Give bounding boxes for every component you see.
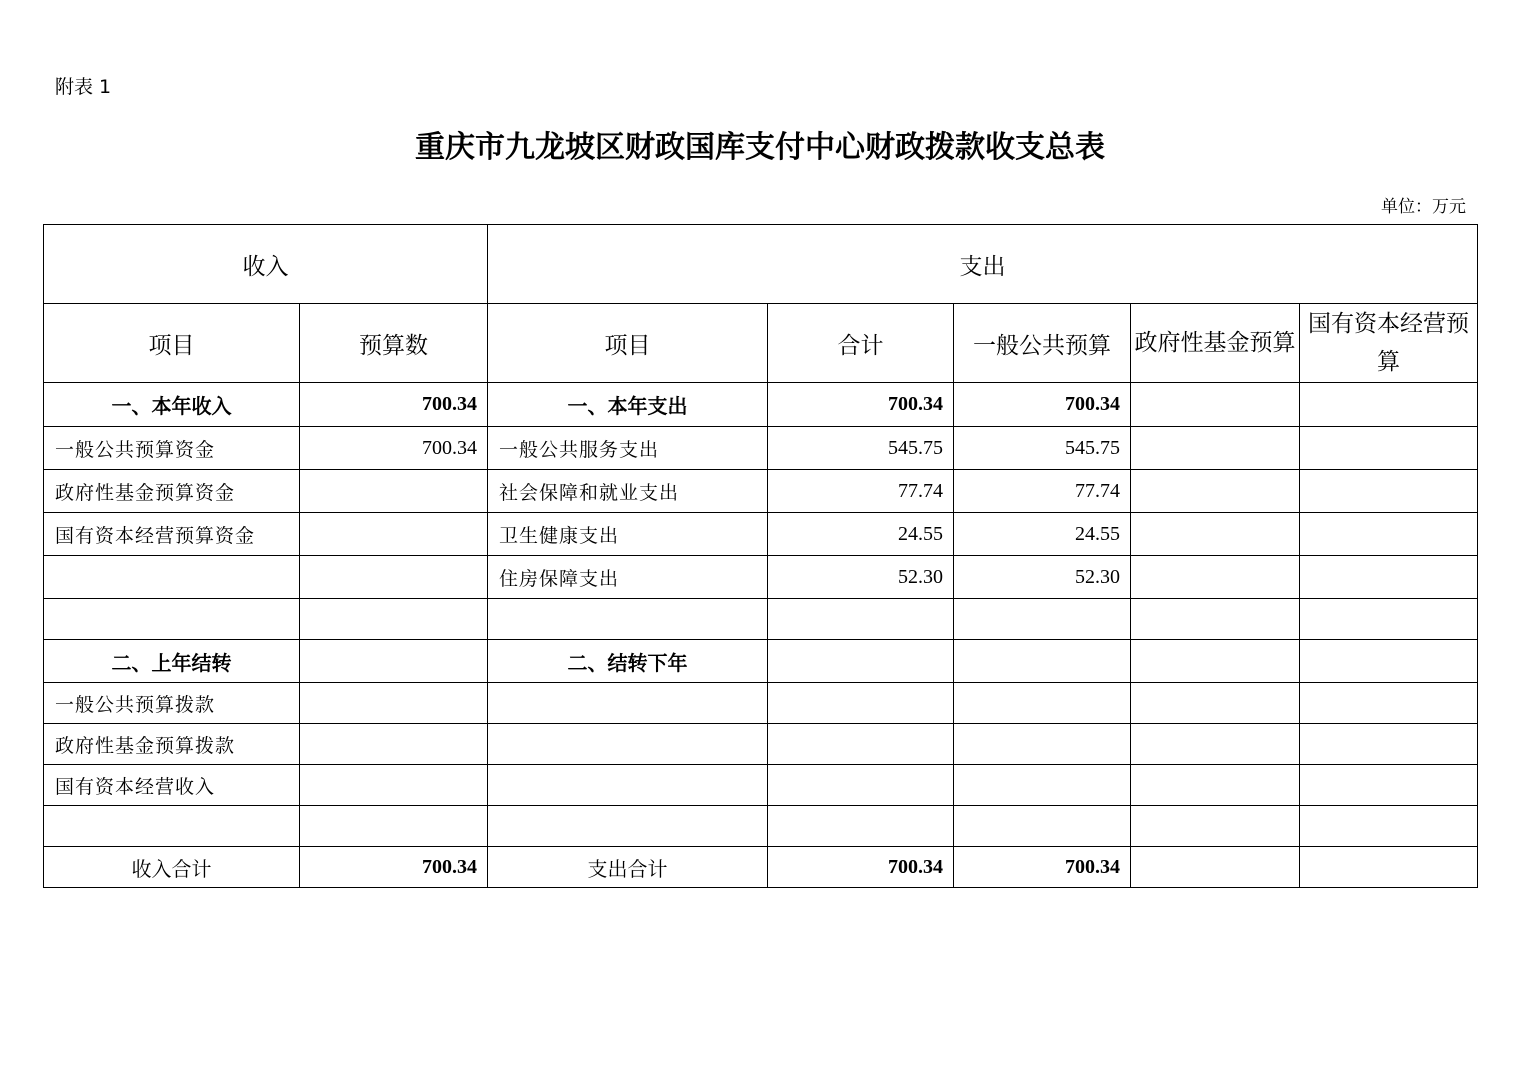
income-value-cell [300, 683, 488, 724]
state-capital-cell [1300, 724, 1478, 765]
state-capital-cell [1300, 765, 1478, 806]
gov-fund-cell [1131, 556, 1300, 599]
income-budget-header: 预算数 [300, 304, 488, 383]
expense-total-value: 700.34 [768, 847, 954, 888]
table-row [44, 806, 1478, 847]
state-capital-cell [1300, 640, 1478, 683]
gov-fund-cell [1131, 427, 1300, 470]
document-title: 重庆市九龙坡区财政国库支付中心财政拨款收支总表 [415, 130, 1105, 165]
income-header: 收入 [44, 225, 488, 304]
header-row-1 [44, 225, 1478, 304]
gov-fund-cell [1131, 513, 1300, 556]
general-cell [954, 683, 1131, 724]
budget-table [43, 224, 1478, 888]
total-cell [768, 683, 954, 724]
income-total-label: 收入合计 [44, 847, 300, 888]
general-cell: 24.55 [954, 513, 1131, 556]
gov-fund-cell [1131, 806, 1300, 847]
total-cell [768, 724, 954, 765]
gov-fund-cell [1131, 599, 1300, 640]
header-row-2 [44, 304, 1478, 383]
table-row [44, 470, 1478, 513]
general-cell [954, 765, 1131, 806]
table-row [44, 427, 1478, 470]
total-cell [768, 806, 954, 847]
total-cell [768, 599, 954, 640]
income-item-cell: 政府性基金预算资金 [44, 470, 300, 513]
income-value-cell: 700.34 [300, 383, 488, 427]
state-capital-cell [1300, 513, 1478, 556]
income-item-cell: 一、本年收入 [44, 383, 300, 427]
income-value-cell [300, 765, 488, 806]
general-cell [954, 640, 1131, 683]
state-capital-cell [1300, 683, 1478, 724]
expense-item-cell [488, 806, 768, 847]
expense-item-cell: 卫生健康支出 [488, 513, 768, 556]
income-item-cell: 国有资本经营收入 [44, 765, 300, 806]
state-capital-cell [1300, 427, 1478, 470]
income-value-cell [300, 599, 488, 640]
state-capital-cell [1300, 556, 1478, 599]
expense-item-cell: 一、本年支出 [488, 383, 768, 427]
expense-item-cell [488, 683, 768, 724]
income-value-cell: 700.34 [300, 427, 488, 470]
table-row [44, 513, 1478, 556]
general-cell: 700.34 [954, 383, 1131, 427]
expense-item-cell [488, 599, 768, 640]
general-cell: 545.75 [954, 427, 1131, 470]
expense-item-cell: 一般公共服务支出 [488, 427, 768, 470]
total-cell: 700.34 [768, 383, 954, 427]
state-capital-cell [1300, 470, 1478, 513]
gov-fund-cell [1131, 383, 1300, 427]
total-cell: 545.75 [768, 427, 954, 470]
income-value-cell [300, 556, 488, 599]
income-item-cell: 二、上年结转 [44, 640, 300, 683]
state-capital-cell [1300, 599, 1478, 640]
gov-fund-budget-header: 政府性基金预算 [1131, 304, 1300, 383]
income-item-cell [44, 599, 300, 640]
total-cell [768, 765, 954, 806]
state-capital-cell [1300, 806, 1478, 847]
gov-fund-cell [1131, 640, 1300, 683]
gov-fund-cell [1131, 724, 1300, 765]
state-capital-budget-header: 国有资本经营预算 [1300, 304, 1478, 383]
income-item-cell: 一般公共预算资金 [44, 427, 300, 470]
expense-item-cell [488, 724, 768, 765]
totals-row [44, 847, 1478, 888]
table-row [44, 383, 1478, 427]
table-row [44, 599, 1478, 640]
table-row [44, 724, 1478, 765]
total-cell: 77.74 [768, 470, 954, 513]
income-total-value: 700.34 [300, 847, 488, 888]
state-capital-cell [1300, 383, 1478, 427]
gov-fund-cell [1131, 470, 1300, 513]
table-row [44, 640, 1478, 683]
total-cell: 24.55 [768, 513, 954, 556]
general-cell: 52.30 [954, 556, 1131, 599]
attachment-label: 附表 1 [55, 76, 112, 98]
income-value-cell [300, 513, 488, 556]
gov-fund-total-value [1131, 847, 1300, 888]
total-cell: 52.30 [768, 556, 954, 599]
general-cell: 77.74 [954, 470, 1131, 513]
general-cell [954, 724, 1131, 765]
income-value-cell [300, 640, 488, 683]
table-row [44, 765, 1478, 806]
table-row [44, 556, 1478, 599]
table-row [44, 683, 1478, 724]
general-budget-header: 一般公共预算 [954, 304, 1131, 383]
income-item-cell [44, 806, 300, 847]
gov-fund-cell [1131, 683, 1300, 724]
expense-total-header: 合计 [768, 304, 954, 383]
income-item-cell: 政府性基金预算拨款 [44, 724, 300, 765]
general-cell [954, 599, 1131, 640]
income-item-cell: 国有资本经营预算资金 [44, 513, 300, 556]
expense-item-cell: 住房保障支出 [488, 556, 768, 599]
expense-header: 支出 [488, 225, 1478, 304]
general-cell [954, 806, 1131, 847]
unit-label: 单位：万元 [1381, 197, 1466, 217]
income-item-header: 项目 [44, 304, 300, 383]
expense-item-cell: 社会保障和就业支出 [488, 470, 768, 513]
income-value-cell [300, 806, 488, 847]
income-value-cell [300, 724, 488, 765]
general-total-value: 700.34 [954, 847, 1131, 888]
expense-item-cell [488, 765, 768, 806]
gov-fund-cell [1131, 765, 1300, 806]
expense-total-label: 支出合计 [488, 847, 768, 888]
income-item-cell [44, 556, 300, 599]
total-cell [768, 640, 954, 683]
expense-item-cell: 二、结转下年 [488, 640, 768, 683]
expense-item-header: 项目 [488, 304, 768, 383]
income-value-cell [300, 470, 488, 513]
state-capital-total-value [1300, 847, 1478, 888]
income-item-cell: 一般公共预算拨款 [44, 683, 300, 724]
